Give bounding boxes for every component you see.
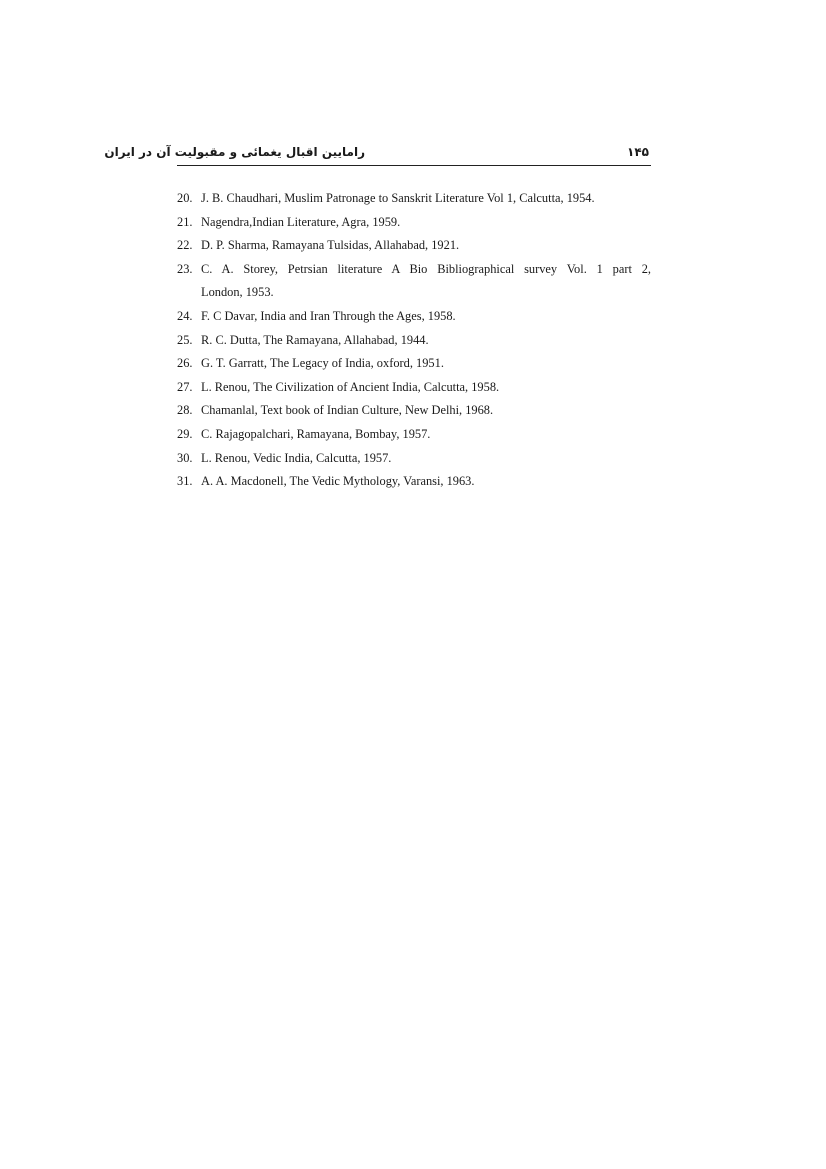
reference-item <box>177 376 651 400</box>
reference-number: 25. <box>177 332 193 347</box>
reference-number: 21. <box>177 214 193 229</box>
reference-text: L. Renou, The Civilization of Ancient India, Calcutta, 1958. <box>201 379 500 394</box>
reference-number: 31. <box>177 474 193 489</box>
reference-text: J. B. Chaudhari, Muslim Patronage to Sanskrit Literature Vol 1, Calcutta, 1954. <box>201 191 595 205</box>
reference-text: L. Renou, Vedic India, Calcutta, 1957. <box>201 450 392 465</box>
reference-item <box>177 399 651 423</box>
reference-text: F. C Davar, India and Iran Through the Ages, 1958. <box>201 308 456 323</box>
reference-item <box>177 305 651 329</box>
reference-number: 22. <box>177 238 193 253</box>
reference-number: 29. <box>177 426 193 441</box>
reference-text: A. A. Macdonell, The Vedic Mythology, Varansi, 1963. <box>201 474 475 489</box>
reference-text: C. Rajagopalchari, Ramayana, Bombay, 1957. <box>201 426 431 441</box>
reference-item <box>177 258 651 305</box>
reference-text: R. C. Dutta, The Ramayana, Allahabad, 1944. <box>201 332 429 347</box>
reference-number: 27. <box>177 379 193 394</box>
reference-number: 20. <box>177 191 193 205</box>
running-header <box>104 143 651 166</box>
reference-text: Nagendra,Indian Literature, Agra, 1959. <box>201 214 401 229</box>
reference-item <box>177 187 651 211</box>
reference-item <box>177 470 651 494</box>
reference-text: Chamanlal, Text book of Indian Culture, New Delhi, 1968. <box>201 403 494 418</box>
reference-number: 26. <box>177 356 193 371</box>
page-number: ۱۴۵ <box>627 145 649 159</box>
reference-item <box>177 329 651 353</box>
reference-number: 28. <box>177 403 193 418</box>
reference-text <box>201 258 651 305</box>
running-header-title: رامایین اقبال یغمائی و مقبولیت آن در ایران <box>104 145 365 159</box>
reference-text-line: London, 1953. <box>201 285 274 300</box>
reference-number: 23. <box>177 261 193 276</box>
reference-item <box>177 447 651 471</box>
reference-text-line: C. A. Storey, Petrsian literature A Bio Bibliographical survey Vol. 1 part 2, <box>201 261 651 276</box>
reference-item <box>177 423 651 447</box>
reference-text: G. T. Garratt, The Legacy of India, oxford, 1951. <box>201 356 444 371</box>
reference-list <box>177 187 651 494</box>
reference-number: 24. <box>177 308 193 323</box>
reference-text: D. P. Sharma, Ramayana Tulsidas, Allahabad, 1921. <box>201 238 460 253</box>
reference-item <box>177 352 651 376</box>
reference-item <box>177 211 651 235</box>
reference-item <box>177 234 651 258</box>
reference-number: 30. <box>177 450 193 465</box>
